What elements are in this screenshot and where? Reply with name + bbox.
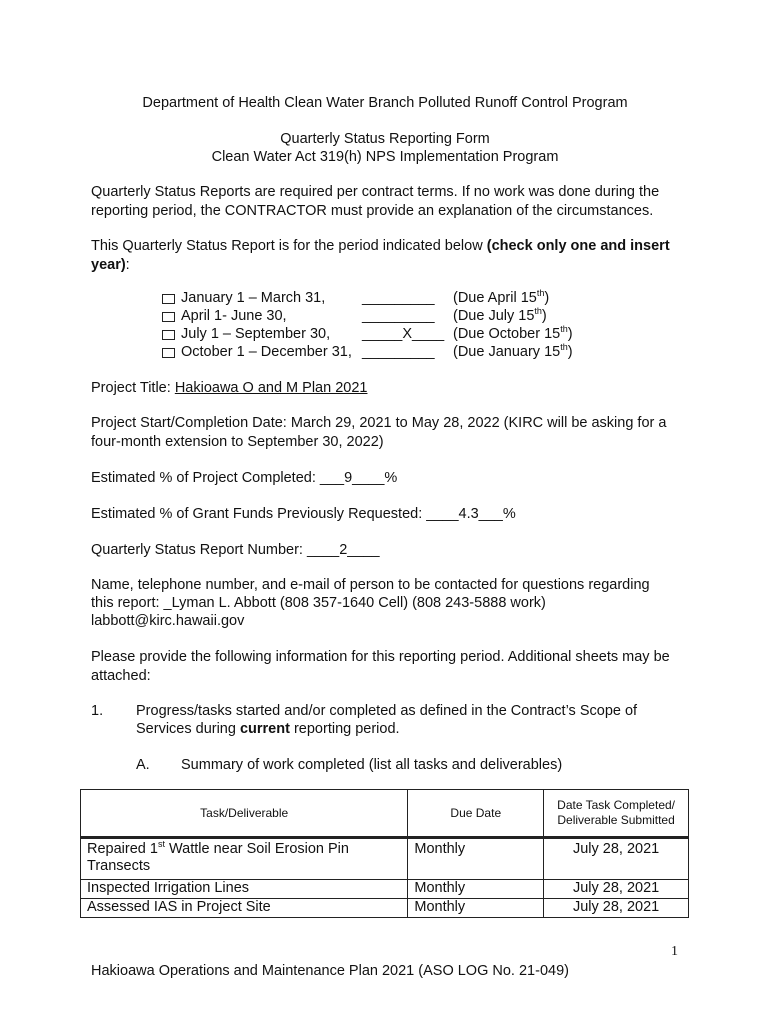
period-option-q4[interactable]: October 1 – December 31, _________ (Due January 15th) xyxy=(162,344,622,362)
completed-cell: July 28, 2021 xyxy=(544,838,689,880)
item-1-line-2: Services during current reporting period. xyxy=(136,721,400,737)
table-row xyxy=(81,880,689,899)
table-row xyxy=(81,838,689,880)
due-cell: Monthly xyxy=(408,880,544,899)
task-cell: Repaired 1st Wattle near Soil Erosion Pin Transects xyxy=(81,838,408,880)
tasks-table xyxy=(80,789,689,918)
footer-text: Hakioawa Operations and Maintenance Plan 2021 (ASO LOG No. 21-049) xyxy=(91,963,569,979)
completed-cell: July 28, 2021 xyxy=(544,899,689,918)
department-heading: Department of Health Clean Water Branch Polluted Runoff Control Program xyxy=(142,95,628,111)
item-a-letter: A. xyxy=(136,757,150,773)
contact-email: labbott@kirc.hawaii.gov xyxy=(91,613,245,629)
report-number: Quarterly Status Report Number: ____2____ xyxy=(91,542,380,558)
task-cell: Inspected Irrigation Lines xyxy=(81,880,408,899)
table-row xyxy=(81,899,689,918)
header-date-completed: Date Task Completed/ Deliverable Submitted xyxy=(544,790,689,838)
period-option-q1[interactable]: January 1 – March 31, _________ (Due April 15th) xyxy=(162,290,622,308)
checkbox-q2[interactable] xyxy=(162,312,175,322)
checkbox-q4[interactable] xyxy=(162,348,175,358)
due-cell: Monthly xyxy=(408,838,544,880)
percent-completed: Estimated % of Project Completed: ___9____% xyxy=(91,470,398,486)
header-due-date: Due Date xyxy=(408,790,544,838)
item-1-line-1: Progress/tasks started and/or completed as defined in the Contract’s Scope of xyxy=(136,703,638,719)
page-number: 1 xyxy=(671,944,678,959)
checkbox-q3[interactable] xyxy=(162,330,175,340)
table-header-row xyxy=(81,790,689,838)
item-1-number: 1. xyxy=(91,703,104,719)
period-instruction: This Quarterly Status Report is for the period indicated below (check only one and insert year): xyxy=(91,238,670,273)
task-cell: Assessed IAS in Project Site xyxy=(81,899,408,918)
completed-cell: July 28, 2021 xyxy=(544,880,689,899)
intro-paragraph: Quarterly Status Reports are required per contract terms. If no work was done during the reporting period, the CONTRACTOR must provide an explanation of the circumstances. xyxy=(91,184,660,219)
percent-funds-requested: Estimated % of Grant Funds Previously Requested: ____4.3___% xyxy=(91,506,516,522)
item-a-text: Summary of work completed (list all tasks and deliverables) xyxy=(181,757,563,773)
due-cell: Monthly xyxy=(408,899,544,918)
header-task: Task/Deliverable xyxy=(81,790,408,838)
period-option-q3[interactable]: July 1 – September 30, _____X____ (Due October 15th) xyxy=(162,326,622,344)
project-dates: Project Start/Completion Date: March 29, 2021 to May 28, 2022 (KIRC will be asking for a four-month extension to September 30, 2022) xyxy=(91,415,667,450)
checkbox-q1[interactable] xyxy=(162,294,175,304)
form-title: Quarterly Status Reporting Form xyxy=(280,131,490,147)
contact-line-2: this report: _Lyman L. Abbott (808 357-1640 Cell) (808 243-5888 work) xyxy=(91,595,546,611)
provide-paragraph: Please provide the following information for this reporting period. Additional sheets may be attached: xyxy=(91,649,670,684)
program-title: Clean Water Act 319(h) NPS Implementation Program xyxy=(211,149,559,165)
period-option-q2[interactable]: April 1- June 30, _________ (Due July 15th) xyxy=(162,308,622,326)
contact-line-1: Name, telephone number, and e-mail of person to be contacted for questions regarding xyxy=(91,577,650,593)
project-title: Project Title: Hakioawa O and M Plan 2021 xyxy=(91,380,368,396)
